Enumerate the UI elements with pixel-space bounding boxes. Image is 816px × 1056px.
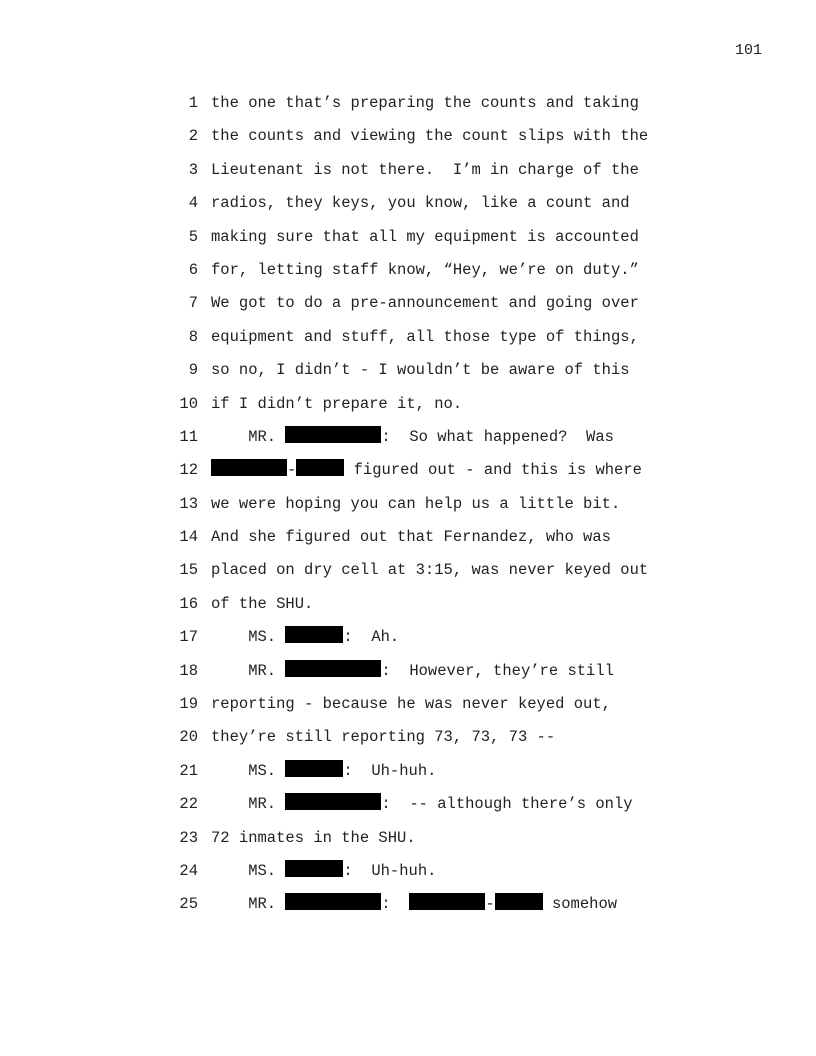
text-segment: : -- although there’s only bbox=[381, 795, 633, 814]
text-segment: figured out - and this is where bbox=[344, 461, 642, 480]
redaction-box bbox=[296, 459, 344, 476]
text-segment: the one that’s preparing the counts and taking bbox=[211, 94, 639, 112]
line-text bbox=[211, 793, 633, 816]
line-number: 17 bbox=[179, 628, 198, 647]
line-number: 2 bbox=[188, 127, 198, 146]
line-number: 5 bbox=[188, 227, 198, 246]
line-number: 12 bbox=[179, 461, 198, 480]
line-text bbox=[211, 192, 630, 215]
transcript-line bbox=[0, 693, 816, 726]
text-segment: We got to do a pre-announcement and going over bbox=[211, 294, 639, 313]
line-text bbox=[211, 125, 648, 148]
transcript-line bbox=[0, 793, 816, 826]
transcript-line bbox=[0, 226, 816, 259]
line-text bbox=[211, 726, 555, 749]
line-number: 14 bbox=[179, 528, 198, 547]
line-text bbox=[211, 526, 611, 549]
text-segment: somehow bbox=[542, 895, 618, 914]
text-segment: MR. bbox=[211, 661, 286, 680]
transcript-line bbox=[0, 626, 816, 659]
text-segment: MS. bbox=[211, 861, 286, 880]
redaction-box bbox=[285, 660, 381, 677]
transcript-line bbox=[0, 192, 816, 225]
line-number: 1 bbox=[188, 94, 198, 112]
text-segment: : So what happened? Was bbox=[381, 427, 614, 446]
line-text bbox=[211, 159, 639, 182]
line-number: 20 bbox=[179, 728, 198, 747]
text-segment: radios, they keys, you know, like a count and bbox=[211, 194, 630, 213]
text-segment: - bbox=[287, 461, 297, 480]
line-text bbox=[211, 259, 639, 282]
text-segment: so no, I didn’t - I wouldn’t be aware of this bbox=[211, 361, 630, 380]
line-number: 13 bbox=[179, 494, 198, 513]
transcript-line bbox=[0, 726, 816, 759]
line-text bbox=[211, 493, 620, 516]
text-segment: MR. bbox=[211, 795, 286, 814]
line-text bbox=[211, 827, 416, 850]
text-segment: they’re still reporting 73, 73, 73 -- bbox=[211, 728, 556, 747]
transcript-line bbox=[0, 526, 816, 559]
text-segment: equipment and stuff, all those type of things, bbox=[211, 327, 639, 346]
transcript-line bbox=[0, 292, 816, 325]
text-segment: - bbox=[485, 895, 495, 914]
text-segment: the counts and viewing the count slips with the bbox=[211, 127, 649, 146]
text-segment: : Uh-huh. bbox=[343, 761, 437, 780]
transcript-line bbox=[0, 326, 816, 359]
line-number: 4 bbox=[188, 194, 198, 213]
redaction-box bbox=[285, 426, 381, 443]
line-text bbox=[211, 92, 639, 115]
line-number: 25 bbox=[179, 895, 198, 914]
text-segment: : bbox=[381, 895, 410, 914]
text-segment: if I didn’t prepare it, no. bbox=[211, 394, 463, 413]
transcript-body bbox=[0, 92, 816, 927]
line-text bbox=[211, 559, 648, 582]
line-number: 11 bbox=[179, 427, 198, 446]
transcript-line bbox=[0, 827, 816, 860]
redaction-box bbox=[285, 760, 343, 777]
line-text bbox=[211, 693, 611, 716]
line-number: 16 bbox=[179, 594, 198, 613]
text-segment: : Ah. bbox=[343, 628, 400, 647]
line-text bbox=[211, 626, 399, 649]
page-number: 101 bbox=[734, 42, 762, 59]
text-segment: : However, they’re still bbox=[381, 661, 614, 680]
transcript-line bbox=[0, 393, 816, 426]
text-segment: reporting - because he was never keyed out, bbox=[211, 695, 611, 714]
line-number: 24 bbox=[179, 861, 198, 880]
redaction-box bbox=[285, 860, 343, 877]
text-segment: of the SHU. bbox=[211, 594, 314, 613]
transcript-line bbox=[0, 259, 816, 292]
redaction-box bbox=[285, 793, 381, 810]
redaction-box bbox=[285, 626, 343, 643]
transcript-line bbox=[0, 426, 816, 459]
transcript-line bbox=[0, 559, 816, 592]
line-text bbox=[211, 292, 639, 315]
transcript-line bbox=[0, 493, 816, 526]
text-segment: for, letting staff know, “Hey, we’re on duty.” bbox=[211, 260, 639, 279]
line-number: 23 bbox=[179, 828, 198, 847]
line-number: 18 bbox=[179, 661, 198, 680]
transcript-line bbox=[0, 459, 816, 492]
line-text bbox=[211, 893, 617, 916]
line-number: 3 bbox=[188, 160, 198, 179]
line-text bbox=[211, 326, 639, 349]
transcript-line bbox=[0, 593, 816, 626]
line-number: 22 bbox=[179, 795, 198, 814]
transcript-line bbox=[0, 159, 816, 192]
transcript-line bbox=[0, 893, 816, 926]
line-number: 9 bbox=[188, 361, 198, 380]
line-text bbox=[211, 660, 614, 683]
line-text bbox=[211, 459, 642, 482]
line-text bbox=[211, 359, 630, 382]
line-text bbox=[211, 226, 639, 249]
line-text bbox=[211, 393, 462, 416]
text-segment: And she figured out that Fernandez, who was bbox=[211, 528, 611, 547]
redaction-box bbox=[211, 459, 287, 476]
transcript-line bbox=[0, 125, 816, 158]
line-text bbox=[211, 426, 614, 449]
text-segment: MS. bbox=[211, 761, 286, 780]
redaction-box bbox=[495, 893, 543, 910]
line-number: 10 bbox=[179, 394, 198, 413]
transcript-line bbox=[0, 760, 816, 793]
line-text bbox=[211, 860, 436, 883]
transcript-line bbox=[0, 92, 816, 125]
text-segment: making sure that all my equipment is accounted bbox=[211, 227, 639, 246]
line-number: 7 bbox=[188, 294, 198, 313]
transcript-line bbox=[0, 359, 816, 392]
text-segment: Lieutenant is not there. I’m in charge of the bbox=[211, 160, 639, 179]
text-segment: MR. bbox=[211, 895, 286, 914]
line-text bbox=[211, 593, 313, 616]
transcript-line bbox=[0, 860, 816, 893]
text-segment: MR. bbox=[211, 427, 286, 446]
text-segment: MS. bbox=[211, 628, 286, 647]
text-segment: 72 inmates in the SHU. bbox=[211, 828, 416, 847]
line-number: 15 bbox=[179, 561, 198, 580]
redaction-box bbox=[409, 893, 485, 910]
text-segment: : Uh-huh. bbox=[343, 861, 437, 880]
line-number: 6 bbox=[188, 260, 198, 279]
line-number: 19 bbox=[179, 695, 198, 714]
line-text bbox=[211, 760, 436, 783]
text-segment: placed on dry cell at 3:15, was never keyed out bbox=[211, 561, 649, 580]
transcript-line bbox=[0, 660, 816, 693]
redaction-box bbox=[285, 893, 381, 910]
text-segment: we were hoping you can help us a little bit. bbox=[211, 494, 621, 513]
line-number: 21 bbox=[179, 761, 198, 780]
line-number: 8 bbox=[188, 327, 198, 346]
